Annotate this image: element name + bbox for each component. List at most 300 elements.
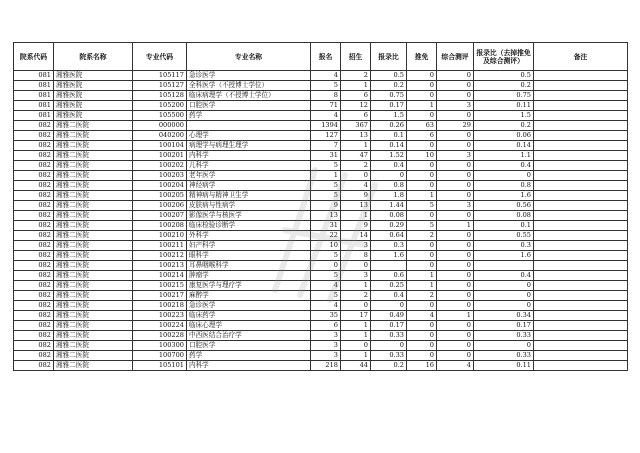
cell-major-code: 100211 bbox=[133, 241, 187, 251]
table-row bbox=[14, 361, 628, 371]
cell-remarks bbox=[534, 261, 628, 271]
cell-enrolled: 14 bbox=[341, 231, 371, 241]
table-row bbox=[14, 261, 628, 271]
cell-recommended: 1 bbox=[407, 191, 437, 201]
cell-enrolled: 13 bbox=[341, 131, 371, 141]
cell-enrolled: 12 bbox=[341, 101, 371, 111]
table-header-row bbox=[14, 43, 628, 71]
cell-remarks bbox=[534, 91, 628, 101]
cell-recommended: 0 bbox=[407, 141, 437, 151]
table-row bbox=[14, 251, 628, 261]
cell-dept-code: 082 bbox=[14, 131, 54, 141]
cell-enrolled: 2 bbox=[341, 71, 371, 81]
cell-major-name: 急诊医学 bbox=[187, 301, 311, 311]
cell-remarks bbox=[534, 131, 628, 141]
table-row bbox=[14, 231, 628, 241]
cell-recommended: 1 bbox=[407, 271, 437, 281]
cell-major-name: 神经病学 bbox=[187, 181, 311, 191]
cell-enrolled: 1 bbox=[341, 81, 371, 91]
table-row bbox=[14, 321, 628, 331]
cell-major-name: 眼科学 bbox=[187, 251, 311, 261]
table-row bbox=[14, 91, 628, 101]
cell-enrolled: 1 bbox=[341, 331, 371, 341]
cell-assessment: 0 bbox=[437, 231, 474, 241]
cell-enrolled: 3 bbox=[341, 241, 371, 251]
header-applicants: 报名 bbox=[311, 43, 341, 71]
cell-major-name: 临床检验诊断学 bbox=[187, 221, 311, 231]
cell-dept-code: 082 bbox=[14, 171, 54, 181]
header-dept-name: 院系名称 bbox=[54, 43, 133, 71]
cell-adjusted-ratio: 0.5 bbox=[474, 71, 534, 81]
cell-dept-name: 湘雅二医院 bbox=[54, 291, 133, 301]
cell-assessment: 3 bbox=[437, 101, 474, 111]
cell-applicants: 6 bbox=[311, 321, 341, 331]
cell-adjusted-ratio: 0.17 bbox=[474, 321, 534, 331]
cell-ratio: 1.44 bbox=[371, 201, 407, 211]
cell-enrolled: 1 bbox=[341, 141, 371, 151]
cell-adjusted-ratio: 1.6 bbox=[474, 251, 534, 261]
cell-major-code: 100205 bbox=[133, 191, 187, 201]
table-row bbox=[14, 121, 628, 131]
cell-assessment: 1 bbox=[437, 221, 474, 231]
cell-ratio: 0 bbox=[371, 301, 407, 311]
cell-dept-name: 湘雅二医院 bbox=[54, 171, 133, 181]
cell-assessment: 0 bbox=[437, 301, 474, 311]
cell-dept-code: 082 bbox=[14, 341, 54, 351]
cell-ratio: 0.33 bbox=[371, 351, 407, 361]
cell-remarks bbox=[534, 361, 628, 371]
cell-adjusted-ratio: 0 bbox=[474, 171, 534, 181]
cell-adjusted-ratio: 0.75 bbox=[474, 91, 534, 101]
cell-dept-name: 湘雅二医院 bbox=[54, 151, 133, 161]
cell-applicants: 4 bbox=[311, 301, 341, 311]
cell-dept-code: 082 bbox=[14, 281, 54, 291]
table-row bbox=[14, 151, 628, 161]
cell-applicants: 3 bbox=[311, 341, 341, 351]
table-row bbox=[14, 111, 628, 121]
cell-enrolled: 0 bbox=[341, 171, 371, 181]
cell-dept-code: 081 bbox=[14, 71, 54, 81]
table-row bbox=[14, 161, 628, 171]
cell-recommended: 4 bbox=[407, 311, 437, 321]
cell-ratio: 0.2 bbox=[371, 361, 407, 371]
cell-dept-code: 082 bbox=[14, 121, 54, 131]
cell-ratio: 0.8 bbox=[371, 181, 407, 191]
cell-assessment: 0 bbox=[437, 291, 474, 301]
cell-major-name: 病理学与病理生理学 bbox=[187, 141, 311, 151]
cell-dept-name: 湘雅二医院 bbox=[54, 261, 133, 271]
cell-adjusted-ratio: 1.6 bbox=[474, 191, 534, 201]
cell-assessment: 0 bbox=[437, 211, 474, 221]
cell-dept-name: 湘雅医院 bbox=[54, 111, 133, 121]
cell-major-name: 急诊医学 bbox=[187, 71, 311, 81]
table-row bbox=[14, 301, 628, 311]
cell-assessment: 0 bbox=[437, 351, 474, 361]
table-row bbox=[14, 341, 628, 351]
cell-assessment: 0 bbox=[437, 141, 474, 151]
cell-assessment: 0 bbox=[437, 261, 474, 271]
cell-assessment: 3 bbox=[437, 201, 474, 211]
cell-dept-code: 082 bbox=[14, 211, 54, 221]
cell-dept-code: 082 bbox=[14, 361, 54, 371]
header-enrolled: 招生 bbox=[341, 43, 371, 71]
cell-major-name: 临床药学 bbox=[187, 311, 311, 321]
cell-major-name: 中西医结合治疗学 bbox=[187, 331, 311, 341]
cell-major-code: 100214 bbox=[133, 271, 187, 281]
cell-major-code: 105128 bbox=[133, 91, 187, 101]
cell-major-code: 100207 bbox=[133, 211, 187, 221]
table-row bbox=[14, 281, 628, 291]
cell-dept-name: 湘雅二医院 bbox=[54, 141, 133, 151]
cell-applicants: 31 bbox=[311, 151, 341, 161]
table-row bbox=[14, 171, 628, 181]
cell-ratio: 0.08 bbox=[371, 211, 407, 221]
cell-dept-name: 湘雅二医院 bbox=[54, 321, 133, 331]
header-assessment: 综合测评 bbox=[437, 43, 474, 71]
cell-recommended: 16 bbox=[407, 361, 437, 371]
cell-remarks bbox=[534, 141, 628, 151]
table-row bbox=[14, 131, 628, 141]
cell-dept-name: 湘雅二医院 bbox=[54, 191, 133, 201]
table-row bbox=[14, 71, 628, 81]
cell-major-code: 105101 bbox=[133, 361, 187, 371]
cell-dept-code: 082 bbox=[14, 151, 54, 161]
cell-major-name: 药学 bbox=[187, 351, 311, 361]
cell-dept-name: 湘雅二医院 bbox=[54, 311, 133, 321]
cell-dept-name: 湘雅二医院 bbox=[54, 271, 133, 281]
cell-applicants: 35 bbox=[311, 311, 341, 321]
cell-recommended: 0 bbox=[407, 91, 437, 101]
cell-recommended: 0 bbox=[407, 181, 437, 191]
cell-applicants: 71 bbox=[311, 101, 341, 111]
cell-major-name: 口腔医学 bbox=[187, 101, 311, 111]
admission-ratio-table-sheet bbox=[13, 42, 627, 371]
cell-dept-code: 082 bbox=[14, 221, 54, 231]
cell-recommended: 5 bbox=[407, 201, 437, 211]
cell-dept-name: 湘雅二医院 bbox=[54, 221, 133, 231]
cell-adjusted-ratio: 0.2 bbox=[474, 121, 534, 131]
cell-enrolled: 4 bbox=[341, 181, 371, 191]
cell-recommended: 1 bbox=[407, 101, 437, 111]
cell-applicants: 0 bbox=[311, 261, 341, 271]
cell-dept-code: 081 bbox=[14, 101, 54, 111]
cell-enrolled: 1 bbox=[341, 211, 371, 221]
cell-assessment: 0 bbox=[437, 271, 474, 281]
cell-remarks bbox=[534, 191, 628, 201]
cell-enrolled: 17 bbox=[341, 311, 371, 321]
cell-major-code: 100203 bbox=[133, 171, 187, 181]
cell-enrolled: 6 bbox=[341, 111, 371, 121]
cell-applicants: 5 bbox=[311, 191, 341, 201]
cell-assessment: 0 bbox=[437, 191, 474, 201]
cell-adjusted-ratio: 0 bbox=[474, 291, 534, 301]
header-adjusted-ratio: 报录比（去掉推免及综合测评） bbox=[474, 43, 534, 71]
cell-ratio: 0.1 bbox=[371, 131, 407, 141]
cell-major-name: 康复医学与理疗学 bbox=[187, 281, 311, 291]
cell-applicants: 1394 bbox=[311, 121, 341, 131]
cell-adjusted-ratio: 0.33 bbox=[474, 351, 534, 361]
cell-assessment: 0 bbox=[437, 241, 474, 251]
cell-remarks bbox=[534, 251, 628, 261]
cell-major-name: 内科学 bbox=[187, 361, 311, 371]
cell-dept-name: 湘雅二医院 bbox=[54, 211, 133, 221]
header-ratio: 报录比 bbox=[371, 43, 407, 71]
table-row bbox=[14, 311, 628, 321]
header-recommended: 推免 bbox=[407, 43, 437, 71]
cell-dept-code: 082 bbox=[14, 291, 54, 301]
cell-recommended: 0 bbox=[407, 171, 437, 181]
cell-adjusted-ratio: 0.1 bbox=[474, 221, 534, 231]
cell-assessment: 0 bbox=[437, 321, 474, 331]
cell-major-code: 100202 bbox=[133, 161, 187, 171]
cell-major-code: 100213 bbox=[133, 261, 187, 271]
cell-recommended: 0 bbox=[407, 241, 437, 251]
cell-major-name: 外科学 bbox=[187, 231, 311, 241]
cell-dept-code: 082 bbox=[14, 321, 54, 331]
cell-major-name: 内科学 bbox=[187, 151, 311, 161]
cell-assessment: 0 bbox=[437, 341, 474, 351]
cell-adjusted-ratio: 0.34 bbox=[474, 311, 534, 321]
cell-applicants: 13 bbox=[311, 211, 341, 221]
cell-assessment: 0 bbox=[437, 181, 474, 191]
cell-major-code: 100212 bbox=[133, 251, 187, 261]
cell-recommended: 0 bbox=[407, 331, 437, 341]
cell-adjusted-ratio: 0.08 bbox=[474, 211, 534, 221]
cell-recommended: 0 bbox=[407, 351, 437, 361]
cell-recommended: 2 bbox=[407, 291, 437, 301]
cell-dept-name: 湘雅二医院 bbox=[54, 361, 133, 371]
cell-applicants: 4 bbox=[311, 281, 341, 291]
cell-major-code: 100208 bbox=[133, 221, 187, 231]
cell-applicants: 5 bbox=[311, 251, 341, 261]
cell-recommended: 2 bbox=[407, 231, 437, 241]
cell-remarks bbox=[534, 311, 628, 321]
table-row bbox=[14, 221, 628, 231]
cell-ratio: 0.49 bbox=[371, 311, 407, 321]
cell-enrolled: 2 bbox=[341, 161, 371, 171]
cell-remarks bbox=[534, 151, 628, 161]
cell-adjusted-ratio: 0.4 bbox=[474, 161, 534, 171]
cell-adjusted-ratio: 0.11 bbox=[474, 101, 534, 111]
cell-major-name: 妇产科学 bbox=[187, 241, 311, 251]
cell-enrolled: 47 bbox=[341, 151, 371, 161]
table-row bbox=[14, 211, 628, 221]
cell-applicants: 5 bbox=[311, 291, 341, 301]
cell-adjusted-ratio: 0.33 bbox=[474, 331, 534, 341]
cell-ratio: 1.5 bbox=[371, 111, 407, 121]
cell-ratio: 0.6 bbox=[371, 271, 407, 281]
cell-remarks bbox=[534, 231, 628, 241]
cell-adjusted-ratio: 0.2 bbox=[474, 81, 534, 91]
cell-adjusted-ratio: 0 bbox=[474, 281, 534, 291]
cell-major-code: 100224 bbox=[133, 321, 187, 331]
cell-assessment: 29 bbox=[437, 121, 474, 131]
table-body bbox=[14, 71, 628, 371]
cell-major-name: 老年医学 bbox=[187, 171, 311, 181]
table-row bbox=[14, 331, 628, 341]
cell-ratio: 0.29 bbox=[371, 221, 407, 231]
cell-major-code: 100228 bbox=[133, 331, 187, 341]
cell-applicants: 3 bbox=[311, 351, 341, 361]
cell-major-code: 000000 bbox=[133, 121, 187, 131]
cell-major-name: 皮肤病与性病学 bbox=[187, 201, 311, 211]
cell-enrolled: 6 bbox=[341, 91, 371, 101]
cell-major-name: 口腔医学 bbox=[187, 341, 311, 351]
cell-ratio: 0.33 bbox=[371, 331, 407, 341]
cell-assessment: 0 bbox=[437, 131, 474, 141]
cell-assessment: 0 bbox=[437, 161, 474, 171]
cell-ratio: 0.17 bbox=[371, 321, 407, 331]
cell-major-code: 105117 bbox=[133, 71, 187, 81]
cell-applicants: 5 bbox=[311, 271, 341, 281]
cell-major-code: 100201 bbox=[133, 151, 187, 161]
cell-dept-name: 湘雅二医院 bbox=[54, 161, 133, 171]
cell-major-name: 儿科学 bbox=[187, 161, 311, 171]
cell-assessment: 0 bbox=[437, 111, 474, 121]
cell-recommended: 0 bbox=[407, 211, 437, 221]
cell-remarks bbox=[534, 351, 628, 361]
cell-recommended: 63 bbox=[407, 121, 437, 131]
table-row bbox=[14, 101, 628, 111]
cell-assessment: 0 bbox=[437, 281, 474, 291]
cell-major-name: 精神病与精神卫生学 bbox=[187, 191, 311, 201]
cell-applicants: 22 bbox=[311, 231, 341, 241]
cell-recommended: 6 bbox=[407, 131, 437, 141]
cell-recommended: 0 bbox=[407, 111, 437, 121]
cell-assessment: 0 bbox=[437, 81, 474, 91]
cell-enrolled: 13 bbox=[341, 201, 371, 211]
cell-applicants: 4 bbox=[311, 71, 341, 81]
cell-adjusted-ratio: 1.5 bbox=[474, 111, 534, 121]
cell-recommended: 0 bbox=[407, 341, 437, 351]
table-row bbox=[14, 81, 628, 91]
header-dept-code: 院系代码 bbox=[14, 43, 54, 71]
cell-major-code: 100215 bbox=[133, 281, 187, 291]
cell-adjusted-ratio: 1.1 bbox=[474, 151, 534, 161]
table-row bbox=[14, 241, 628, 251]
cell-major-name: 临床病理学（不授博士学位） bbox=[187, 91, 311, 101]
cell-dept-name: 湘雅医院 bbox=[54, 71, 133, 81]
cell-applicants: 9 bbox=[311, 201, 341, 211]
cell-ratio bbox=[371, 261, 407, 271]
cell-ratio: 0.4 bbox=[371, 161, 407, 171]
cell-remarks bbox=[534, 201, 628, 211]
cell-remarks bbox=[534, 301, 628, 311]
cell-dept-code: 082 bbox=[14, 301, 54, 311]
table-row bbox=[14, 271, 628, 281]
cell-ratio: 0.17 bbox=[371, 101, 407, 111]
cell-dept-code: 082 bbox=[14, 191, 54, 201]
cell-dept-name: 湘雅医院 bbox=[54, 91, 133, 101]
cell-remarks bbox=[534, 321, 628, 331]
cell-dept-name: 湘雅二医院 bbox=[54, 231, 133, 241]
cell-dept-code: 082 bbox=[14, 261, 54, 271]
table-row bbox=[14, 191, 628, 201]
cell-recommended: 0 bbox=[407, 301, 437, 311]
cell-dept-code: 082 bbox=[14, 251, 54, 261]
cell-enrolled: 1 bbox=[341, 321, 371, 331]
cell-remarks bbox=[534, 271, 628, 281]
cell-ratio: 0 bbox=[371, 341, 407, 351]
cell-applicants: 5 bbox=[311, 181, 341, 191]
admission-ratio-table bbox=[13, 42, 628, 371]
cell-ratio: 0.3 bbox=[371, 241, 407, 251]
cell-adjusted-ratio: 0.3 bbox=[474, 241, 534, 251]
cell-remarks bbox=[534, 181, 628, 191]
header-major-name: 专业名称 bbox=[187, 43, 311, 71]
cell-major-code: 105500 bbox=[133, 111, 187, 121]
cell-ratio: 0.4 bbox=[371, 291, 407, 301]
cell-dept-name: 湘雅二医院 bbox=[54, 201, 133, 211]
cell-applicants: 127 bbox=[311, 131, 341, 141]
table-row bbox=[14, 291, 628, 301]
cell-major-code: 100206 bbox=[133, 201, 187, 211]
cell-major-code: 100210 bbox=[133, 231, 187, 241]
cell-remarks bbox=[534, 331, 628, 341]
cell-major-code: 100300 bbox=[133, 341, 187, 351]
cell-dept-code: 081 bbox=[14, 91, 54, 101]
cell-dept-code: 082 bbox=[14, 231, 54, 241]
cell-ratio: 1.8 bbox=[371, 191, 407, 201]
cell-recommended: 0 bbox=[407, 261, 437, 271]
cell-enrolled: 0 bbox=[341, 261, 371, 271]
cell-dept-name: 湘雅二医院 bbox=[54, 251, 133, 261]
cell-ratio: 1.6 bbox=[371, 251, 407, 261]
cell-dept-name: 湘雅二医院 bbox=[54, 281, 133, 291]
cell-adjusted-ratio: 0.8 bbox=[474, 181, 534, 191]
cell-enrolled: 9 bbox=[341, 221, 371, 231]
cell-major-name: 药学 bbox=[187, 111, 311, 121]
cell-adjusted-ratio: 0.4 bbox=[474, 271, 534, 281]
cell-adjusted-ratio: 0.14 bbox=[474, 141, 534, 151]
cell-major-name: 全科医学（不授博士学位） bbox=[187, 81, 311, 91]
cell-major-name: 耳鼻咽喉科学 bbox=[187, 261, 311, 271]
cell-dept-name: 湘雅二医院 bbox=[54, 331, 133, 341]
cell-dept-name: 湘雅二医院 bbox=[54, 131, 133, 141]
cell-major-code: 100217 bbox=[133, 291, 187, 301]
table-row bbox=[14, 201, 628, 211]
cell-enrolled: 0 bbox=[341, 341, 371, 351]
cell-applicants: 7 bbox=[311, 141, 341, 151]
cell-recommended: 0 bbox=[407, 321, 437, 331]
cell-major-code: 105200 bbox=[133, 101, 187, 111]
cell-ratio: 0.25 bbox=[371, 281, 407, 291]
cell-adjusted-ratio: 0.56 bbox=[474, 201, 534, 211]
cell-ratio: 0.14 bbox=[371, 141, 407, 151]
cell-enrolled: 1 bbox=[341, 281, 371, 291]
cell-major-name bbox=[187, 121, 311, 131]
cell-major-name: 临床心理学 bbox=[187, 321, 311, 331]
cell-enrolled: 2 bbox=[341, 291, 371, 301]
cell-dept-code: 082 bbox=[14, 331, 54, 341]
header-remarks: 备注 bbox=[534, 43, 628, 71]
cell-dept-code: 082 bbox=[14, 141, 54, 151]
cell-assessment: 4 bbox=[437, 361, 474, 371]
cell-enrolled: 0 bbox=[341, 301, 371, 311]
cell-remarks bbox=[534, 111, 628, 121]
cell-adjusted-ratio: 0.55 bbox=[474, 231, 534, 241]
cell-major-name: 肿瘤学 bbox=[187, 271, 311, 281]
cell-remarks bbox=[534, 81, 628, 91]
cell-assessment: 0 bbox=[437, 331, 474, 341]
cell-dept-name: 湘雅二医院 bbox=[54, 301, 133, 311]
cell-ratio: 1.52 bbox=[371, 151, 407, 161]
cell-remarks bbox=[534, 171, 628, 181]
cell-ratio: 0.26 bbox=[371, 121, 407, 131]
cell-applicants: 5 bbox=[311, 161, 341, 171]
cell-remarks bbox=[534, 241, 628, 251]
cell-dept-code: 082 bbox=[14, 161, 54, 171]
